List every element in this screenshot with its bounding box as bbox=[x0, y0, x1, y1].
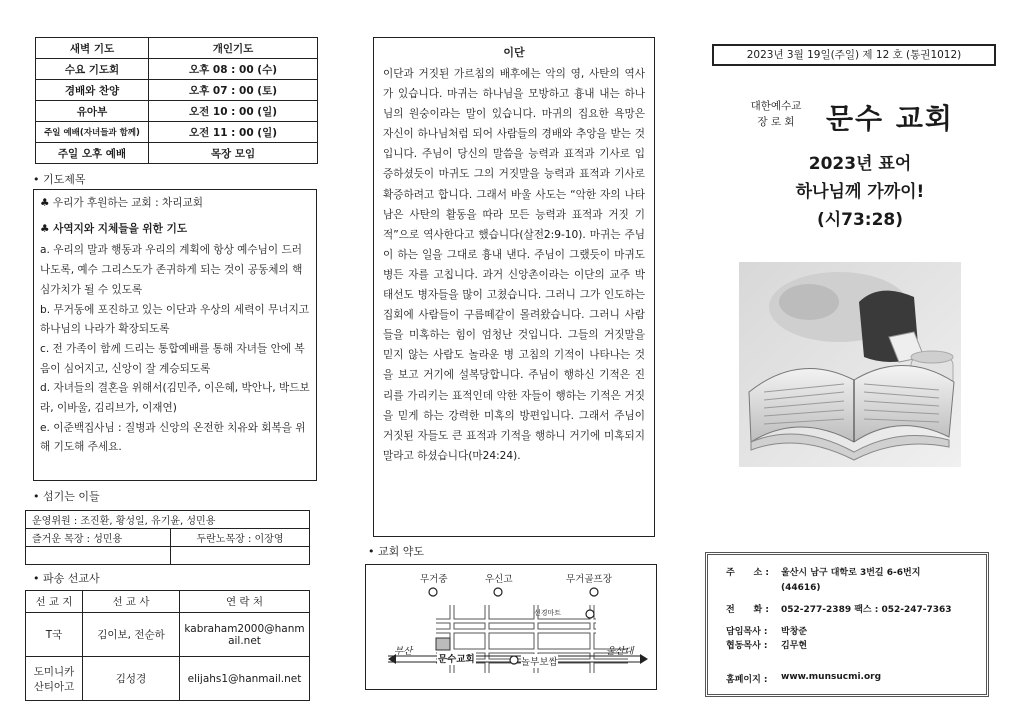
servants-row bbox=[26, 547, 310, 565]
article-body: 이단과 거짓된 가르침의 배후에는 악의 영, 사탄의 역사가 있습니다. 마귀는 하나님을 모방하고 흉내 내는 하나님의 원숭이라는 말이 있습니다. 마귀의 집요한 욕망은 자신이 하나님처럼 되어 사람들의 경배와 추앙을 받는 것입니다. 주님이 당신의 말씀을 능력과 표적과 기사로 입증하셨듯이 마귀도 그의 거짓말을 능력과 표적과 기사로 확증하려고 합니다. 그래서 바울 사도는 “악한 자의 나타남은 사탄의 활동을 따라 모든 능력과 표적과 거짓 기적”으로 역사한다고 했습니다(살전2:9-10). 마귀는 주님이 하는 일을 그대로 흉내 낸다. 주님이 그랬듯이 마귀도 병든 자를 고칩니다. 과거 신앙촌이라는 이단의 교주 박태선도 병자들을 많이 고쳤습니다. 그러니 그가 인도하는 집회에 사람들이 구름떼같이 몰려왔습니다. 그러니 사람들을 미혹하는 힘이 엄청난 것입니다. 그들의 거짓말을 믿지 않는 사람도 놀라운 병 고침의 기적이 나타나는 것을 보고 거기에 설복당합니다. 주님이 행하신 기적은 진리를 가리키는 표적인데 악한 자들이 행하는 기적은 거짓을 믿게 하는 강력한 미혹의 방편입니다. 그래서 주님이 거짓된 자들도 큰 표적과 기적을 행하니 거기에 미혹되지 말라고 하셨습니다(마24:24). bbox=[383, 68, 645, 462]
prayer-section-title: • 기도제목 bbox=[33, 173, 86, 186]
servants-row bbox=[26, 511, 310, 529]
bible-cup-photo bbox=[739, 262, 961, 467]
prayer-item: ♣ 우리가 후원하는 교회 : 차리교회 bbox=[40, 197, 203, 209]
missionaries-row bbox=[26, 657, 310, 701]
servants-durano: 두란노목장 : 이장영 bbox=[171, 529, 310, 547]
pastor-label: 담임목사 : bbox=[726, 627, 768, 637]
motto bbox=[735, 150, 985, 234]
map-label-busan: 부산 bbox=[394, 646, 413, 657]
schedule-table bbox=[35, 37, 318, 164]
contact-pastor bbox=[726, 624, 978, 637]
missionaries-cell: 도미니카 산티아고 bbox=[26, 657, 83, 701]
church-building-icon bbox=[436, 638, 450, 650]
article-box bbox=[373, 37, 655, 537]
schedule-cell: 오전 10 : 00 (일) bbox=[149, 101, 318, 122]
missionaries-section-title: • 파송 선교사 bbox=[33, 572, 100, 585]
contact-address bbox=[726, 565, 978, 578]
servants-committee: 운영위원 : 조진환, 황성일, 유기윤, 성민용 bbox=[26, 511, 310, 529]
church-name: 문수 교회 bbox=[826, 102, 954, 135]
servants-empty bbox=[171, 547, 310, 565]
phone-label: 전 화 : bbox=[726, 605, 769, 615]
contact-box bbox=[705, 552, 989, 697]
servants-section-title: • 섬기는 이들 bbox=[33, 490, 100, 503]
missionaries-cell: T국 bbox=[26, 613, 83, 657]
schedule-header-row bbox=[36, 38, 318, 59]
prayer-item: a. 우리의 말과 행동과 우리의 계획에 항상 예수님이 드러나도록, 예수 그리스도가 존귀하게 되는 것이 공동체의 핵심가치가 될 수 있도록 bbox=[40, 244, 303, 296]
prayer-item: b. 무거동에 포진하고 있는 이단과 우상의 세력이 무너지고 하나님의 나라가 확장되도록 bbox=[40, 303, 310, 336]
map-label-golf: 무거골프장 bbox=[566, 574, 612, 585]
schedule-cell: 새벽 기도 bbox=[36, 38, 149, 59]
schedule-cell: 목장 모임 bbox=[149, 143, 318, 164]
map-section-title: • 교회 약도 bbox=[368, 545, 424, 558]
missionaries-table bbox=[25, 590, 310, 701]
map-label-mugeo: 무거중 bbox=[420, 574, 448, 585]
prayer-item: ♣ 사역지와 지체들을 위한 기도 bbox=[40, 222, 188, 235]
address-label: 주 소 : bbox=[726, 568, 769, 578]
left-panel bbox=[0, 0, 330, 724]
map-label-mart: 선경마트 bbox=[534, 609, 562, 617]
contact-phone bbox=[726, 602, 978, 615]
schedule-row bbox=[36, 122, 318, 143]
schedule-cell: 유아부 bbox=[36, 101, 149, 122]
schedule-cell: 오후 07 : 00 (토) bbox=[149, 80, 318, 101]
servants-table bbox=[25, 510, 310, 565]
map-box bbox=[365, 564, 657, 690]
missionaries-row bbox=[26, 613, 310, 657]
schedule-cell: 주일 예배(자녀들과 함께) bbox=[36, 122, 149, 143]
zip-value: (44616) bbox=[781, 583, 821, 593]
landmark-mugeo-icon bbox=[429, 588, 437, 596]
map-label-bossam: 놀부보쌈 bbox=[521, 654, 558, 668]
contact-zip bbox=[726, 583, 978, 593]
contact-copastor bbox=[726, 638, 978, 651]
missionaries-header: 선 교 지 bbox=[26, 591, 83, 613]
schedule-cell: 수요 기도회 bbox=[36, 59, 149, 80]
schedule-cell: 오전 11 : 00 (일) bbox=[149, 122, 318, 143]
right-panel bbox=[695, 0, 1024, 724]
missionaries-cell: 김이보, 전순하 bbox=[83, 613, 180, 657]
missionaries-cell: elijahs1@hanmail.net bbox=[180, 657, 310, 701]
landmark-usingo-icon bbox=[494, 588, 502, 596]
phone-value: 052-277-2389 팩스 : 052-247-7363 bbox=[781, 605, 952, 615]
article-title: 이단 bbox=[503, 46, 525, 59]
denomination-line2: 장 로 회 bbox=[757, 116, 795, 128]
schedule-row bbox=[36, 143, 318, 164]
arrow-right-icon bbox=[640, 654, 648, 664]
landmark-mart-icon bbox=[586, 610, 594, 618]
schedule-row bbox=[36, 101, 318, 122]
prayer-item: d. 자녀들의 결혼을 위해서(김민주, 이은혜, 박안나, 박드보라, 이바울, 김리브가, 이재연) bbox=[40, 382, 310, 415]
copastor-value: 김무현 bbox=[781, 641, 808, 651]
schedule-row bbox=[36, 59, 318, 80]
missionaries-header: 선 교 사 bbox=[83, 591, 180, 613]
servants-row bbox=[26, 529, 310, 547]
servants-empty bbox=[26, 547, 171, 565]
motto-line3: (시73:28) bbox=[816, 210, 904, 230]
landmark-golf-icon bbox=[590, 588, 598, 596]
missionaries-cell: 김성경 bbox=[83, 657, 180, 701]
contact-web bbox=[726, 672, 978, 685]
prayer-box bbox=[33, 189, 317, 481]
prayer-item: c. 전 가족이 함께 드리는 통합예배를 통해 자녀들 안에 복음이 심어지고, 신앙이 잘 계승되도록 bbox=[40, 342, 305, 375]
landmark-bossam-icon bbox=[510, 656, 518, 664]
address-value: 울산시 남구 대학로 3번길 6-6번지 bbox=[781, 568, 921, 578]
middle-panel bbox=[360, 0, 670, 724]
pastor-value: 박창준 bbox=[781, 627, 808, 637]
map-label-ulsan: 울산대 bbox=[606, 646, 634, 657]
map-label-church: 문수교회 bbox=[437, 651, 476, 665]
prayer-item: e. 이준백집사님 : 질병과 신앙의 온전한 치유와 회복을 위해 기도해 주세요. bbox=[40, 421, 306, 454]
zip-spacer bbox=[726, 583, 781, 593]
motto-line2: 하나님께 가까이! bbox=[795, 182, 925, 202]
bulletin-date: 2023년 3월 19일(주일) 제 12 호 (통권1012) bbox=[712, 44, 996, 66]
missionaries-header: 연 락 처 bbox=[180, 591, 310, 613]
web-label: 홈페이지 : bbox=[726, 675, 768, 685]
schedule-row bbox=[36, 80, 318, 101]
motto-line1: 2023년 표어 bbox=[808, 154, 912, 174]
missionaries-header-row bbox=[26, 591, 310, 613]
schedule-cell: 개인기도 bbox=[149, 38, 318, 59]
schedule-cell: 오후 08 : 00 (수) bbox=[149, 59, 318, 80]
map-label-usingo: 우신고 bbox=[485, 574, 513, 585]
schedule-cell: 경배와 찬양 bbox=[36, 80, 149, 101]
denomination-line1: 대한예수교 bbox=[750, 100, 802, 112]
web-value[interactable]: www.munsucmi.org bbox=[781, 672, 882, 682]
denomination bbox=[741, 98, 811, 130]
schedule-cell: 주일 오후 예배 bbox=[36, 143, 149, 164]
copastor-label: 협동목사 : bbox=[726, 641, 768, 651]
servants-joyful: 즐거운 목장 : 성민용 bbox=[26, 529, 171, 547]
missionaries-cell: kabraham2000@hanmail.net bbox=[180, 613, 310, 657]
